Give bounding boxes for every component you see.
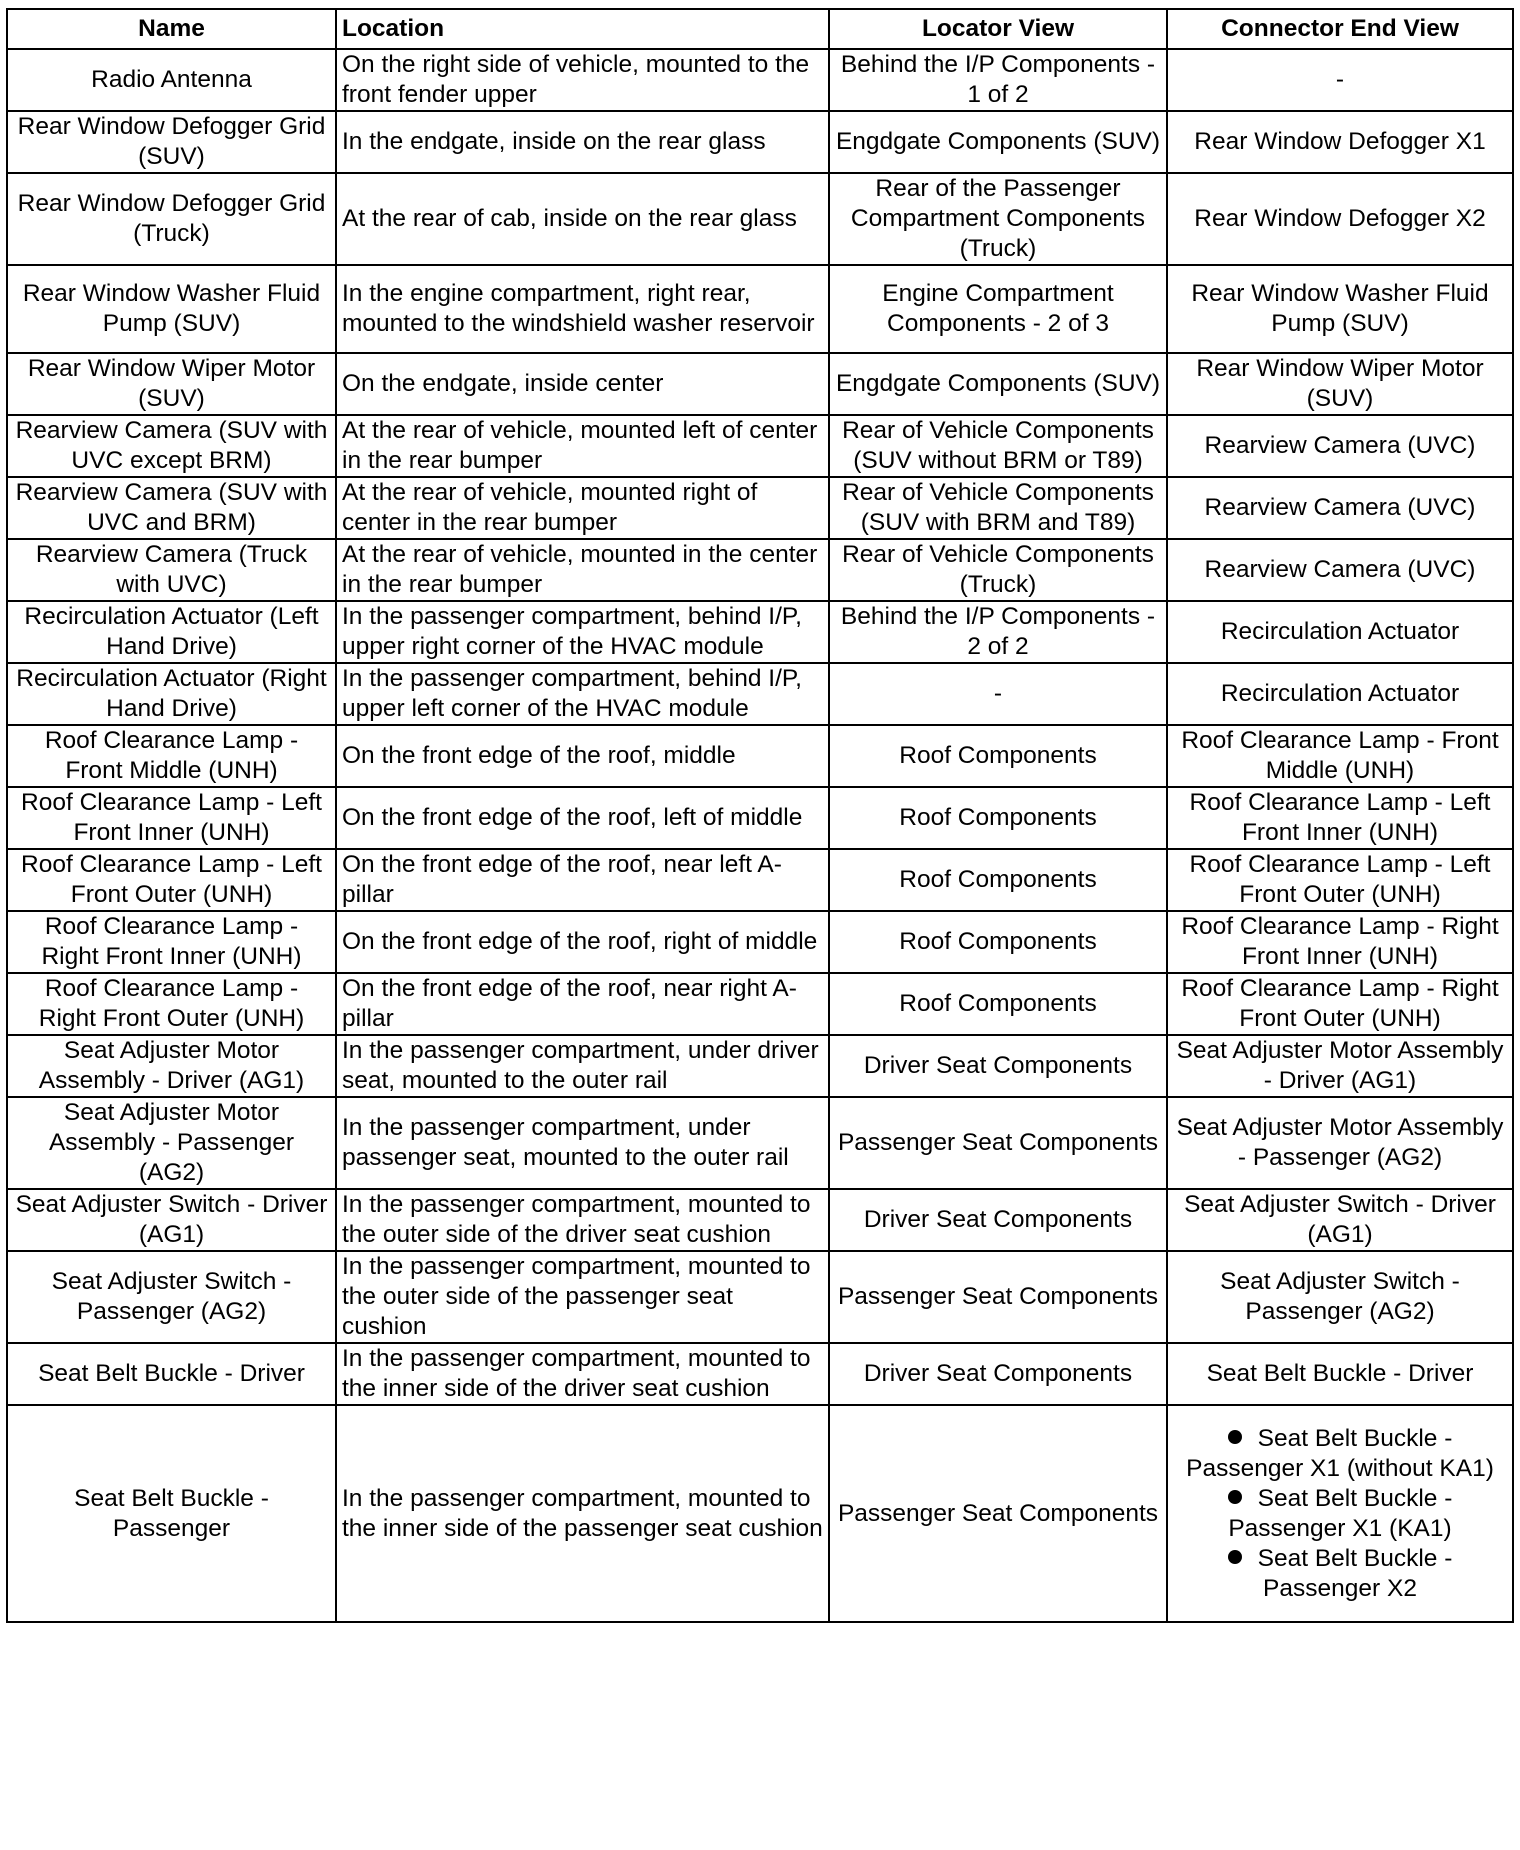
connector-bullet-item [1173,1484,1507,1544]
cell-name: Rearview Camera (SUV with UVC and BRM) [7,477,336,539]
cell-name: Radio Antenna [7,49,336,111]
cell-locator-view: Driver Seat Components [829,1189,1167,1251]
cell-connector-end-view: Rear Window Wiper Motor (SUV) [1167,353,1513,415]
table-row [7,1343,1513,1405]
cell-name: Recirculation Actuator (Left Hand Drive) [7,601,336,663]
cell-name: Rear Window Defogger Grid (SUV) [7,111,336,173]
cell-connector-end-view: Seat Adjuster Switch - Driver (AG1) [1167,1189,1513,1251]
cell-name: Roof Clearance Lamp - Front Middle (UNH) [7,725,336,787]
cell-location: On the endgate, inside center [336,353,829,415]
cell-location: In the endgate, inside on the rear glass [336,111,829,173]
cell-locator-view: Roof Components [829,787,1167,849]
table-row [7,787,1513,849]
cell-locator-view: Roof Components [829,973,1167,1035]
connector-bullet-text: Seat Belt Buckle - Passenger X1 (KA1) [1228,1484,1453,1542]
cell-locator-view: Driver Seat Components [829,1343,1167,1405]
cell-location: On the front edge of the roof, right of middle [336,911,829,973]
cell-locator-view: Roof Components [829,725,1167,787]
cell-locator-view: Engdgate Components (SUV) [829,353,1167,415]
table-row [7,911,1513,973]
table-row [7,1035,1513,1097]
table-row [7,1251,1513,1343]
connector-bullet-item [1173,1544,1507,1604]
table-row [7,1097,1513,1189]
connector-bullet-item [1173,1424,1507,1484]
cell-name: Rearview Camera (SUV with UVC except BRM) [7,415,336,477]
cell-connector-end-view: Roof Clearance Lamp - Left Front Outer (UNH) [1167,849,1513,911]
cell-connector-end-view: Roof Clearance Lamp - Left Front Inner (UNH) [1167,787,1513,849]
bullet-icon [1228,1550,1242,1564]
table-row [7,265,1513,353]
table-row [7,539,1513,601]
header-name: Name [7,9,336,49]
cell-connector-end-view: Seat Adjuster Motor Assembly - Passenger (AG2) [1167,1097,1513,1189]
cell-name: Seat Belt Buckle - Driver [7,1343,336,1405]
cell-locator-view: - [829,663,1167,725]
cell-connector-end-view: Rear Window Defogger X1 [1167,111,1513,173]
cell-location: In the passenger compartment, mounted to the outer side of the passenger seat cushion [336,1251,829,1343]
cell-location: At the rear of vehicle, mounted right of center in the rear bumper [336,477,829,539]
cell-name: Rear Window Wiper Motor (SUV) [7,353,336,415]
cell-connector-end-view: Rearview Camera (UVC) [1167,477,1513,539]
cell-name: Seat Belt Buckle - Passenger [7,1405,336,1622]
cell-name: Roof Clearance Lamp - Left Front Outer (UNH) [7,849,336,911]
cell-name: Seat Adjuster Motor Assembly - Passenger (AG2) [7,1097,336,1189]
cell-connector-end-view: Recirculation Actuator [1167,663,1513,725]
cell-location: On the right side of vehicle, mounted to the front fender upper [336,49,829,111]
cell-location: In the passenger compartment, under driver seat, mounted to the outer rail [336,1035,829,1097]
cell-connector-end-view: Seat Adjuster Motor Assembly - Driver (AG1) [1167,1035,1513,1097]
cell-location: In the passenger compartment, under passenger seat, mounted to the outer rail [336,1097,829,1189]
table-row [7,1189,1513,1251]
cell-location: On the front edge of the roof, left of middle [336,787,829,849]
cell-connector-end-view: - [1167,49,1513,111]
table-row [7,415,1513,477]
table-row [7,663,1513,725]
component-locator-table-wrap [6,8,1514,1623]
cell-connector-end-view: Rear Window Defogger X2 [1167,173,1513,265]
cell-connector-end-view: Seat Belt Buckle - Driver [1167,1343,1513,1405]
table-row [7,111,1513,173]
cell-locator-view: Behind the I/P Components - 1 of 2 [829,49,1167,111]
cell-location: On the front edge of the roof, near left A-pillar [336,849,829,911]
cell-name: Rearview Camera (Truck with UVC) [7,539,336,601]
cell-locator-view: Rear of Vehicle Components (SUV without BRM or T89) [829,415,1167,477]
bullet-icon [1228,1430,1242,1444]
table-row [7,477,1513,539]
cell-connector-end-view: Rearview Camera (UVC) [1167,415,1513,477]
cell-locator-view: Passenger Seat Components [829,1097,1167,1189]
table-row [7,849,1513,911]
connector-bullet-text: Seat Belt Buckle - Passenger X1 (without KA1) [1186,1424,1494,1482]
cell-connector-end-view [1167,1405,1513,1622]
cell-location: In the passenger compartment, mounted to the outer side of the driver seat cushion [336,1189,829,1251]
cell-name: Recirculation Actuator (Right Hand Drive) [7,663,336,725]
cell-connector-end-view: Recirculation Actuator [1167,601,1513,663]
cell-name: Rear Window Washer Fluid Pump (SUV) [7,265,336,353]
table-body [7,49,1513,1622]
header-connector-end-view: Connector End View [1167,9,1513,49]
cell-locator-view: Driver Seat Components [829,1035,1167,1097]
cell-locator-view: Rear of the Passenger Compartment Components (Truck) [829,173,1167,265]
table-row [7,49,1513,111]
component-locator-table [6,8,1514,1623]
cell-name: Seat Adjuster Switch - Passenger (AG2) [7,1251,336,1343]
cell-name: Roof Clearance Lamp - Right Front Outer (UNH) [7,973,336,1035]
cell-connector-end-view: Roof Clearance Lamp - Right Front Outer (UNH) [1167,973,1513,1035]
connector-bullet-list [1173,1424,1507,1604]
cell-locator-view: Roof Components [829,849,1167,911]
table-row [7,973,1513,1035]
cell-connector-end-view: Roof Clearance Lamp - Front Middle (UNH) [1167,725,1513,787]
cell-locator-view: Passenger Seat Components [829,1405,1167,1622]
cell-location: On the front edge of the roof, middle [336,725,829,787]
header-locator-view: Locator View [829,9,1167,49]
cell-name: Seat Adjuster Motor Assembly - Driver (AG1) [7,1035,336,1097]
cell-locator-view: Passenger Seat Components [829,1251,1167,1343]
cell-connector-end-view: Rear Window Washer Fluid Pump (SUV) [1167,265,1513,353]
cell-location: In the passenger compartment, behind I/P, upper left corner of the HVAC module [336,663,829,725]
table-row [7,725,1513,787]
cell-location: At the rear of vehicle, mounted left of center in the rear bumper [336,415,829,477]
cell-name: Roof Clearance Lamp - Left Front Inner (UNH) [7,787,336,849]
connector-bullet-text: Seat Belt Buckle - Passenger X2 [1257,1544,1453,1602]
cell-location: In the passenger compartment, behind I/P, upper right corner of the HVAC module [336,601,829,663]
cell-location: At the rear of cab, inside on the rear glass [336,173,829,265]
cell-locator-view: Roof Components [829,911,1167,973]
table-row [7,173,1513,265]
cell-location: In the engine compartment, right rear, mounted to the windshield washer reservoir [336,265,829,353]
header-location: Location [336,9,829,49]
table-row [7,353,1513,415]
cell-location: On the front edge of the roof, near right A-pillar [336,973,829,1035]
cell-locator-view: Rear of Vehicle Components (SUV with BRM and T89) [829,477,1167,539]
bullet-icon [1228,1490,1242,1504]
table-row [7,1405,1513,1622]
cell-locator-view: Engdgate Components (SUV) [829,111,1167,173]
cell-connector-end-view: Roof Clearance Lamp - Right Front Inner (UNH) [1167,911,1513,973]
cell-locator-view: Behind the I/P Components - 2 of 2 [829,601,1167,663]
cell-location: At the rear of vehicle, mounted in the center in the rear bumper [336,539,829,601]
cell-name: Rear Window Defogger Grid (Truck) [7,173,336,265]
cell-connector-end-view: Rearview Camera (UVC) [1167,539,1513,601]
cell-name: Seat Adjuster Switch - Driver (AG1) [7,1189,336,1251]
header-row [7,9,1513,49]
cell-locator-view: Engine Compartment Components - 2 of 3 [829,265,1167,353]
cell-location: In the passenger compartment, mounted to the inner side of the driver seat cushion [336,1343,829,1405]
cell-locator-view: Rear of Vehicle Components (Truck) [829,539,1167,601]
cell-connector-end-view: Seat Adjuster Switch - Passenger (AG2) [1167,1251,1513,1343]
table-row [7,601,1513,663]
cell-name: Roof Clearance Lamp - Right Front Inner (UNH) [7,911,336,973]
cell-location: In the passenger compartment, mounted to the inner side of the passenger seat cushion [336,1405,829,1622]
